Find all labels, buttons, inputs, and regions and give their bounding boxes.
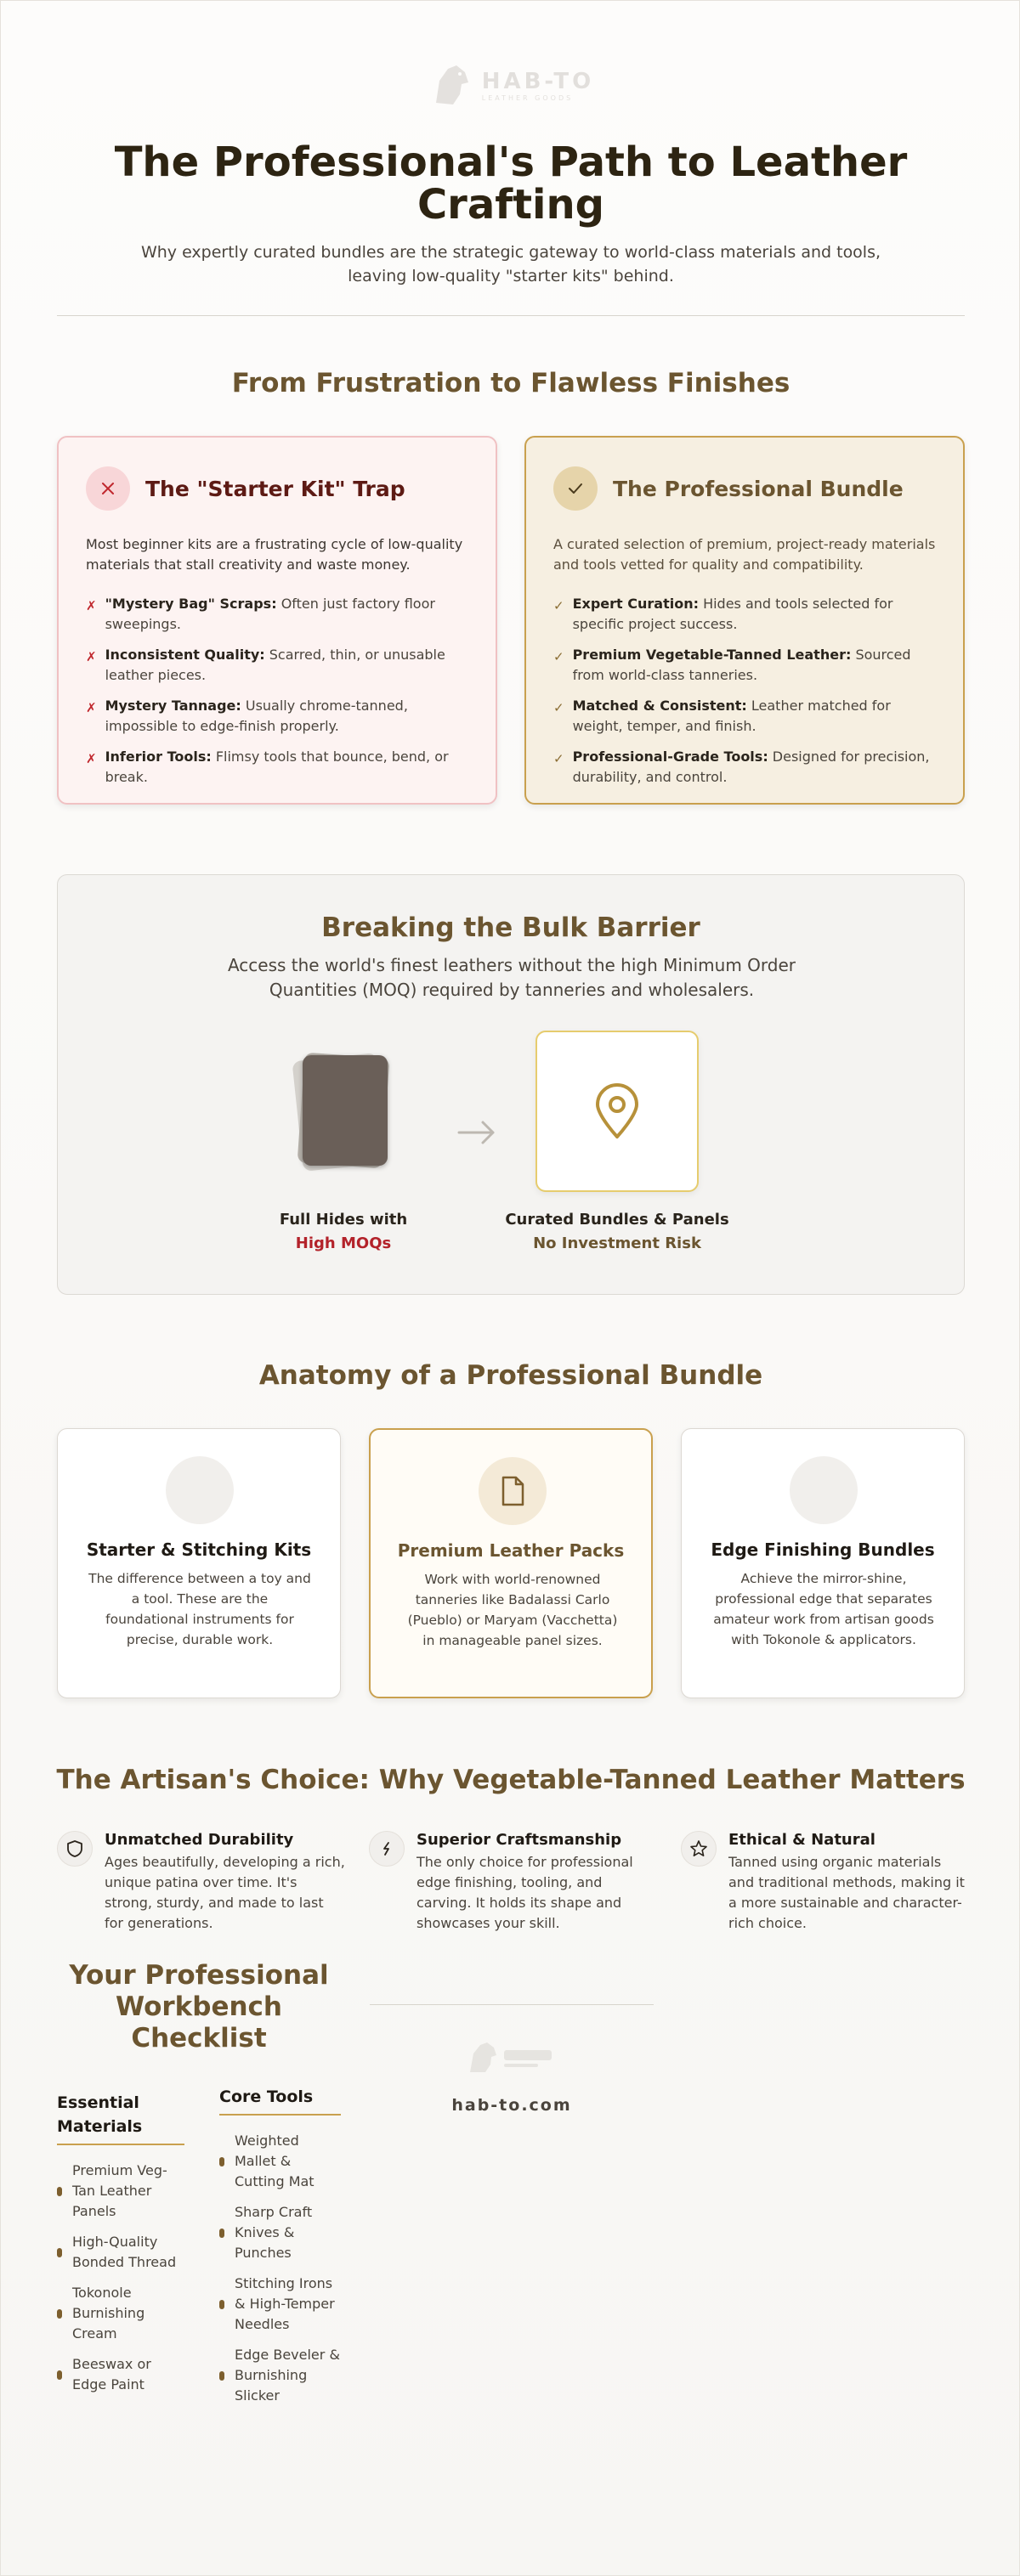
footer-divider — [370, 2004, 654, 2005]
professional-bundle-card — [524, 436, 965, 805]
comparison-heading: From Frustration to Flawless Finishes — [231, 368, 790, 398]
bullet-icon — [57, 2187, 62, 2196]
brand-tagline: LEATHER GOODS — [481, 93, 574, 102]
edge-finishing-card — [681, 1428, 965, 1698]
bullet-icon — [219, 2157, 224, 2166]
list-item: Beeswax or Edge Paint — [57, 2354, 184, 2395]
card-title: Premium Leather Packs — [397, 1540, 625, 1561]
bulk-heading: Breaking the Bulk Barrier — [321, 912, 700, 943]
bullet-icon — [57, 2309, 62, 2319]
list-item: Stitching Irons & High-Temper Needles — [219, 2274, 341, 2335]
starter-kit-description: Most beginner kits are a frustrating cycle of low-quality materials that stall creativity and waste money. — [86, 536, 463, 573]
x-icon — [86, 466, 130, 511]
cross-mark-icon: ✗ — [86, 649, 97, 664]
list-item: ✗ Mystery Tannage: Usually chrome-tanned, impossible to edge-finish properly. — [86, 696, 468, 737]
feature-ethical — [681, 1831, 970, 1934]
document-icon — [479, 1457, 547, 1525]
starter-kit-title: The "Starter Kit" Trap — [145, 476, 405, 501]
materials-column — [57, 2091, 184, 2405]
bullet-icon — [219, 2371, 224, 2381]
starter-kit-card — [57, 436, 497, 805]
feature-title: Ethical & Natural — [728, 1831, 876, 1849]
feature-description: The only choice for professional edge finishing, tooling, and carving. It holds its shape and showcases your skill. — [416, 1854, 633, 1931]
list-item: Edge Beveler & Burnishing Slicker — [219, 2345, 341, 2406]
divider — [57, 315, 965, 316]
bullet-icon — [219, 2300, 224, 2309]
footer-url-link[interactable]: hab-to.com — [451, 2096, 572, 2115]
placeholder-circle-icon — [790, 1456, 858, 1524]
feature-description: Tanned using organic materials and traditional methods, making it a more sustainable and character-rich choice. — [728, 1854, 965, 1931]
feature-craftsmanship — [369, 1831, 658, 1934]
tools-column — [219, 2085, 341, 2416]
professional-bundle-description: A curated selection of premium, project-ready materials and tools vetted for quality and compatibility. — [553, 536, 936, 573]
check-icon — [553, 466, 598, 511]
card-title: Edge Finishing Bundles — [711, 1539, 935, 1560]
feature-durability — [57, 1831, 346, 1934]
bullet-icon — [57, 2370, 62, 2380]
brand-logo — [1, 60, 1020, 110]
starter-stitching-card — [57, 1428, 341, 1698]
cross-mark-icon: ✗ — [86, 751, 97, 766]
card-title: Starter & Stitching Kits — [86, 1539, 312, 1560]
list-item: ✗ Inconsistent Quality: Scarred, thin, or unusable leather pieces. — [86, 645, 468, 686]
shield-icon — [57, 1831, 93, 1867]
brand-name: HAB-TO — [481, 68, 595, 94]
page-title: The Professional's Path to Leather Crafting — [114, 138, 908, 229]
bullet-icon — [57, 2248, 62, 2257]
list-item: ✓ Premium Vegetable-Tanned Leather: Sourced from world-class tanneries. — [553, 645, 936, 686]
artisan-heading: The Artisan's Choice: Why Vegetable-Tanned Leather Matters — [56, 1765, 966, 1795]
list-item: ✓ Professional-Grade Tools: Designed for precision, durability, and control. — [553, 747, 936, 788]
materials-title: Essential Materials — [57, 2091, 184, 2145]
feature-title: Unmatched Durability — [105, 1831, 294, 1849]
curated-bundles-label: Curated Bundles & Panels No Investment Risk — [505, 1211, 729, 1252]
check-mark-icon: ✓ — [553, 751, 564, 766]
hide-stack-icon — [292, 1052, 394, 1171]
check-mark-icon: ✓ — [553, 649, 564, 664]
list-item: ✗ Inferior Tools: Flimsy tools that bounce, bend, or break. — [86, 747, 468, 788]
check-mark-icon: ✓ — [553, 598, 564, 613]
list-item: High-Quality Bonded Thread — [57, 2232, 184, 2273]
location-pin-icon — [593, 1083, 641, 1139]
tools-title: Core Tools — [219, 2085, 341, 2116]
feature-title: Superior Craftsmanship — [416, 1831, 622, 1849]
list-item: Premium Veg-Tan Leather Panels — [57, 2161, 184, 2222]
professional-bundle-title: The Professional Bundle — [613, 476, 904, 501]
bulk-subtitle: Access the world's finest leathers without the high Minimum Order Quantities (MOQ) required by tanneries and wholesalers. — [227, 955, 796, 1000]
check-mark-icon: ✓ — [553, 700, 564, 715]
feature-description: Ages beautifully, developing a rich, unique patina over time. It's strong, sturdy, and made to last for generations. — [105, 1854, 345, 1931]
star-icon — [681, 1831, 717, 1867]
card-description: The difference between a toy and a tool. These are the foundational instruments for precise, durable work. — [88, 1571, 311, 1647]
arrow-right-icon — [457, 1120, 496, 1149]
list-item: ✓ Matched & Consistent: Leather matched for weight, temper, and finish. — [553, 696, 936, 737]
list-item: Tokonole Burnishing Cream — [57, 2283, 184, 2344]
curated-bundle-box — [536, 1031, 699, 1192]
cross-mark-icon: ✗ — [86, 700, 97, 715]
anatomy-heading: Anatomy of a Professional Bundle — [258, 1360, 763, 1391]
full-hides-label: Full Hides with High MOQs — [279, 1211, 408, 1252]
list-item: Weighted Mallet & Cutting Mat — [219, 2131, 341, 2192]
checklist-heading: Your Professional Workbench Checklist — [69, 1960, 329, 2053]
premium-leather-card — [369, 1428, 653, 1698]
card-description: Achieve the mirror-shine, professional edge that separates amateur work from artisan goods with Tokonole & applicators. — [713, 1571, 934, 1647]
placeholder-circle-icon — [166, 1456, 234, 1524]
list-item: ✗ "Mystery Bag" Scraps: Often just factory floor sweepings. — [86, 594, 468, 635]
horse-logo-icon — [428, 60, 473, 110]
bullet-icon — [219, 2229, 224, 2238]
page-subtitle: Why expertly curated bundles are the strategic gateway to world-class materials and tools, leaving low-quality "starter kits" behind. — [140, 243, 881, 285]
craft-icon — [369, 1831, 405, 1867]
bulk-barrier-section — [57, 874, 965, 1295]
card-description: Work with world-renowned tanneries like Badalassi Carlo (Pueblo) or Maryam (Vacchetta) in manageable panel sizes. — [407, 1572, 618, 1648]
list-item: ✓ Expert Curation: Hides and tools selected for specific project success. — [553, 594, 936, 635]
list-item: Sharp Craft Knives & Punches — [219, 2202, 341, 2263]
footer-logo — [370, 2038, 654, 2077]
cross-mark-icon: ✗ — [86, 598, 97, 613]
